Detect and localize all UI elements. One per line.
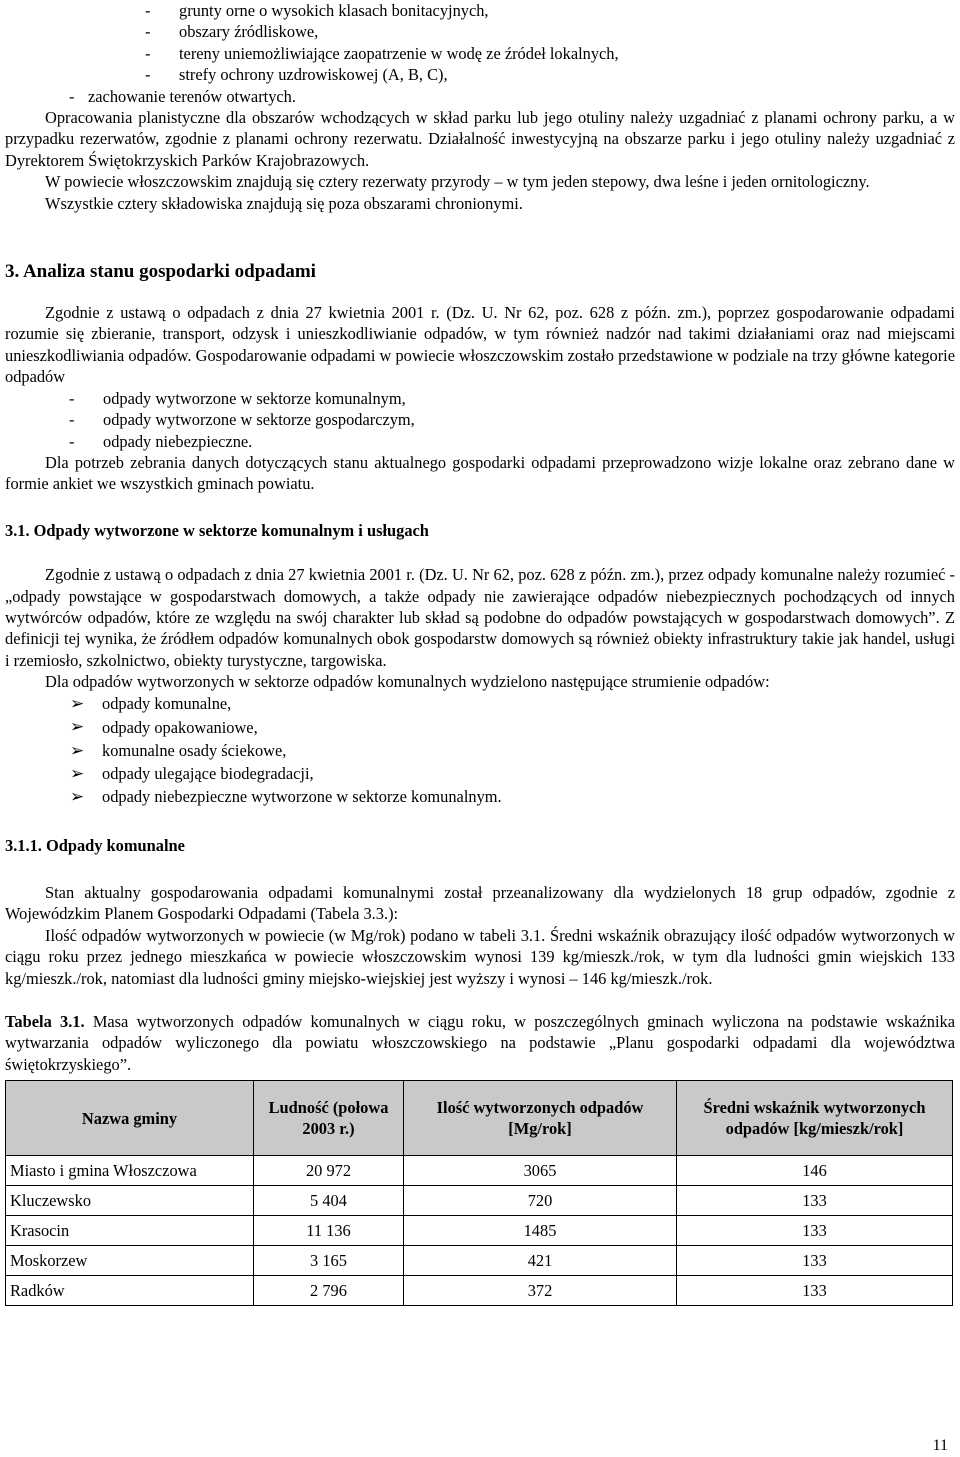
paragraph: Wszystkie cztery składowiska znajdują się poza obszarami chronionymi. (45, 193, 523, 213)
page-number: 11 (932, 1437, 948, 1454)
streams-list (5, 693, 955, 809)
list-item: - zachowanie terenów otwartych. (69, 86, 296, 106)
paragraph: Zgodnie z ustawą o odpadach z dnia 27 kwietnia 2001 r. (Dz. U. Nr 62, poz. 628 z późn. zm.), przez odpady komunalne należy rozumieć - „odpady powstające w gospodarstwach domowych, a także odpady nie zawierające odpadów niebezpiecznych pochodzących od innych wytwórców odpadów, które ze względu na swój charakter lub skład są podobne do odpadów powstających w gospodarstwach domowych”. Z definicji tej wynika, że źródłem odpadów komunalnych obok gospodarstw domowych są również obiekty infrastruktury takie jak handel, usługi i rzemiosło, szkolnictwo, obiekty turystyczne, targowiska. (5, 565, 955, 670)
list-item: - tereny uniemożliwiające zaopatrzenie w wodę ze źródeł lokalnych, (145, 43, 619, 63)
table-row: Radków 2 796 372 133 (6, 1276, 953, 1306)
paragraph: Opracowania planistyczne dla obszarów wchodzących w skład parku lub jego otuliny należy uzgadniać z planami ochrony parku, a w przypadku rezerwatów, zgodnie z planami ochrony rezerwatu. Działalność inwestycyjną na obszarze parku i jego otuliny należy uzgadniać z Dyrektorem Świętokrzyskich Parków Krajobrazowych. (5, 108, 955, 170)
arrow-bullet-icon: ➢ (70, 717, 85, 738)
arrow-bullet-icon: ➢ (70, 786, 85, 807)
waste-table (5, 1080, 953, 1306)
arrow-bullet-icon: ➢ (70, 763, 85, 784)
list-item: - odpady wytworzone w sektorze gospodarczym, (69, 410, 415, 430)
list-item: ➢ odpady ulegające biodegradacji, (70, 763, 314, 784)
column-header: Średni wskaźnik wytworzonych odpadów [kg/mieszk/rok] (677, 1081, 953, 1156)
list-item: - odpady niebezpieczne. (69, 431, 253, 451)
paragraph: Stan aktualny gospodarowania odpadami komunalnymi został przeanalizowany dla wydzielonych 18 grup odpadów, zgodnie z Wojewódzkim Planem Gospodarki Odpadami (Tabela 3.3.): (5, 882, 955, 924)
table-header-row (6, 1081, 953, 1156)
paragraph: Zgodnie z ustawą o odpadach z dnia 27 kwietnia 2001 r. (Dz. U. Nr 62, poz. 628 z późn. zm.), poprzez gospodarowanie odpadami rozumie się zbieranie, transport, odzysk i unieszkodliwianie odpadów, w tym również nadzór nad takimi działaniami oraz nad miejscami unieszkodliwiania odpadów. Gospodarowanie odpadami w powiecie włoszczowskim zostało przedstawione w podziale na trzy główne kategorie odpadów (5, 303, 955, 387)
list-item: ➢ odpady komunalne, (70, 694, 232, 715)
section-heading: 3.1.1. Odpady komunalne (5, 835, 185, 855)
section-heading: 3.1. Odpady wytworzone w sektorze komunalnym i usługach (5, 520, 429, 540)
list-item: ➢ komunalne osady ściekowe, (70, 740, 287, 761)
column-header: Nazwa gminy (6, 1081, 254, 1156)
list-item: - strefy ochrony uzdrowiskowej (A, B, C), (145, 65, 448, 85)
list-item: - grunty orne o wysokich klasach bonitacyjnych, (145, 1, 489, 20)
paragraph: Ilość odpadów wytworzonych w powiecie (w Mg/rok) podano w tabeli 3.1. Średni wskaźnik obrazujący ilość odpadów wytworzonych w ciągu roku przez jednego mieszkańca w powiecie włoszczowskim wynosi 139 kg/mieszk./rok, w tym dla ludności gmin wiejskich 133 kg/mieszk./rok, natomiast dla ludności gminy miejsko-wiejskiej jest wyższy i wynosi – 146 kg/mieszk./rok. (5, 925, 955, 988)
top-dash-list (5, 0, 955, 107)
table-row: Krasocin 11 136 1485 133 (6, 1216, 953, 1246)
table-row: Miasto i gmina Włoszczowa 20 972 3065 146 (6, 1156, 953, 1186)
section-heading: 3. Analiza stanu gospodarki odpadami (5, 261, 316, 283)
table-caption-text: Masa wytworzonych odpadów komunalnych w ciągu roku, w poszczególnych gminach wyliczona na podstawie wskaźnika wytwarzania odpadów wyliczonego dla powiatu włoszczowskiego na podstawie „Planu gospodarki odpadami dla województwa świętokrzyskiego”. (5, 1011, 955, 1074)
paragraph: Dla potrzeb zebrania danych dotyczących stanu aktualnego gospodarki odpadami przeprowadzono wizje lokalne oraz zebrano dane w formie ankiet we wszystkich gminach powiatu. (5, 452, 955, 494)
document-page (5, 0, 955, 1306)
table-row: Moskorzew 3 165 421 133 (6, 1246, 953, 1276)
list-item: ➢ odpady opakowaniowe, (70, 717, 258, 738)
table-row: Kluczewsko 5 404 720 133 (6, 1186, 953, 1216)
list-item: - obszary źródliskowe, (145, 22, 319, 42)
paragraph: Dla odpadów wytworzonych w sektorze odpadów komunalnych wydzielono następujące strumienie odpadów: (45, 672, 770, 692)
category-list (5, 388, 955, 452)
paragraph: W powiecie włoszczowskim znajdują się cztery rezerwaty przyrody – w tym jeden stepowy, dwa leśne i jeden ornitologiczny. (45, 172, 870, 192)
table-caption-label: Tabela 3.1. (5, 1011, 85, 1031)
arrow-bullet-icon: ➢ (70, 740, 85, 761)
table-caption (5, 1011, 955, 1075)
column-header: Ludność (połowa 2003 r.) (254, 1081, 404, 1156)
arrow-bullet-icon: ➢ (70, 694, 85, 715)
column-header: Ilość wytworzonych odpadów [Mg/rok] (404, 1081, 677, 1156)
list-item: - odpady wytworzone w sektorze komunalnym, (69, 388, 406, 408)
list-item: ➢ odpady niebezpieczne wytworzone w sektorze komunalnym. (70, 786, 502, 807)
